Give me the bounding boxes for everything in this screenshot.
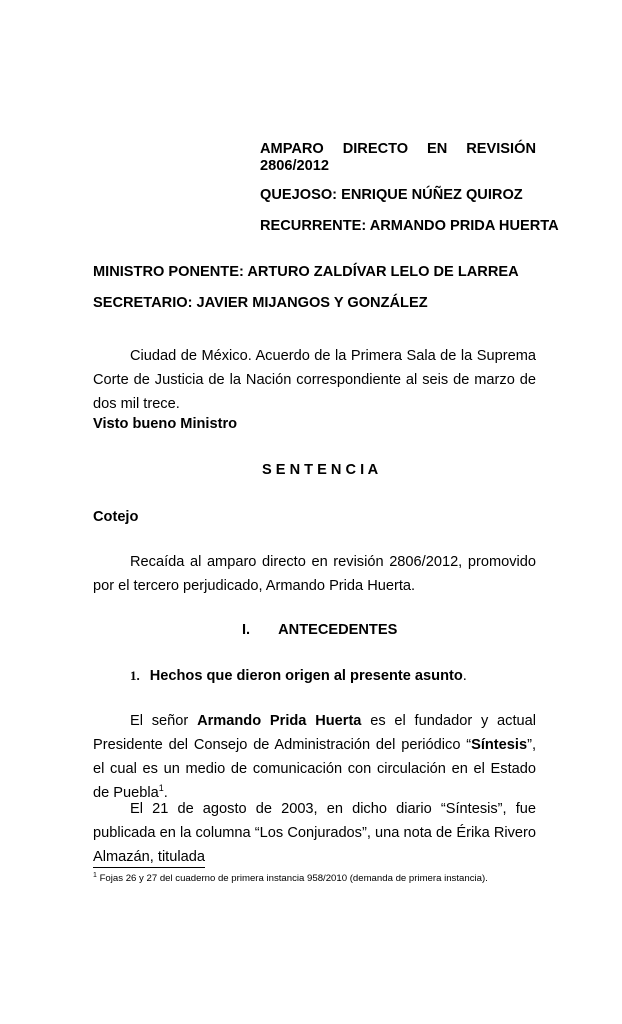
recaida-paragraph — [93, 550, 536, 598]
footnote-text: Fojas 26 y 27 del cuaderno de primera instancia 958/2010 (demanda de primera instancia). — [96, 873, 488, 884]
footnote-separator — [93, 867, 205, 868]
recurrente: RECURRENTE: ARMANDO PRIDA HUERTA — [260, 218, 559, 234]
paragraph-prida — [93, 709, 536, 805]
footnote — [93, 873, 488, 884]
text-run: es el fundador y actual Presidente del Consejo de Administración del periódico “ — [93, 713, 536, 753]
visto-bueno: Visto bueno Ministro — [93, 416, 238, 432]
subsection-heading — [130, 668, 467, 684]
paragraph-prida-text — [93, 709, 536, 805]
ministro-ponente: MINISTRO PONENTE: ARTURO ZALDÍVAR LELO DE LARREA — [93, 264, 519, 280]
text-run: El señor — [130, 713, 198, 729]
amparo-number: 2806/2012 — [260, 158, 329, 174]
section-heading — [242, 622, 397, 638]
footnote-reference: 1 — [158, 783, 164, 794]
cotejo: Cotejo — [93, 509, 139, 525]
subsection-title: Hechos que dieron origen al presente asunto — [149, 668, 463, 684]
amparo-word: DIRECTO — [342, 141, 409, 157]
section-title: ANTECEDENTES — [278, 622, 398, 638]
person-name: Armando Prida Huerta — [197, 713, 362, 729]
paragraph-sintesis-text: El 21 de agosto de 2003, en dicho diario “Síntesis”, fue publicada en la columna “Los Conjurados”, una nota de Érika Rivero Almazán, titulada — [93, 801, 536, 865]
text-run: ”, el cual es un medio de comunicación con circulación en el Estado de Puebla — [93, 737, 536, 801]
amparo-word: REVISIÓN — [466, 141, 536, 157]
intro-paragraph — [93, 344, 536, 416]
secretario: SECRETARIO: JAVIER MIJANGOS Y GONZÁLEZ — [93, 295, 428, 311]
amparo-word: AMPARO — [260, 141, 324, 157]
intro-paragraph-text: Ciudad de México. Acuerdo de la Primera Sala de la Suprema Corte de Justicia de la Nación correspondiente al seis de marzo de dos mil trece. — [93, 348, 536, 412]
recaida-paragraph-text: Recaída al amparo directo en revisión 2806/2012, promovido por el tercero perjudicado, Armando Prida Huerta. — [93, 554, 536, 594]
amparo-word: EN — [427, 141, 448, 157]
subsection-number: 1. — [130, 668, 140, 683]
amparo-title-line — [260, 141, 536, 157]
footnote-marker: 1 — [93, 871, 97, 879]
text-run: . — [163, 785, 168, 801]
paragraph-sintesis — [93, 797, 536, 869]
newspaper-name: Síntesis — [471, 737, 528, 753]
section-numeral: I. — [242, 622, 251, 638]
subsection-trailing: . — [462, 668, 467, 684]
sentencia-title: S E N T E N C I A — [262, 462, 379, 478]
quejoso: QUEJOSO: ENRIQUE NÚÑEZ QUIROZ — [260, 187, 523, 203]
